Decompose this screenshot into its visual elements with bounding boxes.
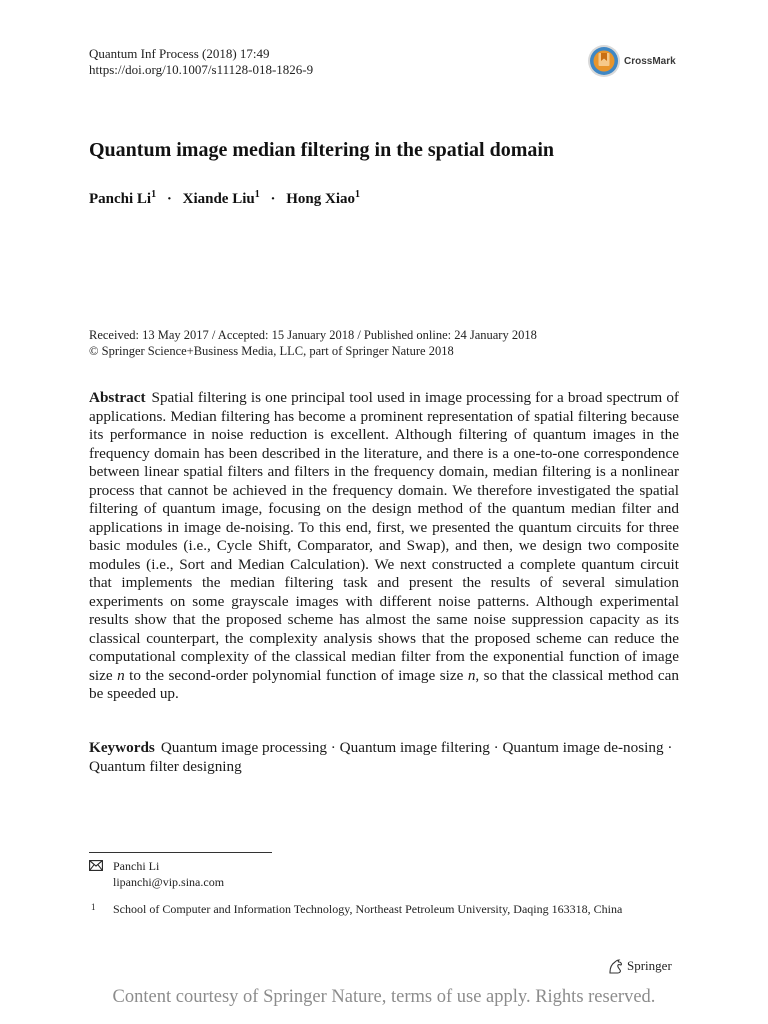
keywords-label: Keywords <box>89 739 155 756</box>
crossmark-label: CrossMark <box>624 55 676 67</box>
doi-link[interactable]: https://doi.org/10.1007/s11128-018-1826-9 <box>89 62 314 77</box>
affiliation-text: School of Computer and Information Technology, Northeast Petroleum University, Daqing 163318, China <box>113 902 623 916</box>
springer-horse-icon <box>608 959 627 974</box>
corresponding-author-email[interactable]: lipanchi@vip.sina.com <box>113 875 225 889</box>
paper-title: Quantum image median filtering in the spatial domain <box>89 139 555 161</box>
author-name[interactable]: Panchi Li <box>89 191 152 207</box>
abstract-variable: n <box>117 666 125 684</box>
springer-logo <box>608 958 672 974</box>
abstract-text: , so that the classical method can be speeded up. <box>89 666 679 702</box>
abstract <box>89 389 679 704</box>
keywords-text: Quantum image processing · Quantum image filtering · Quantum image de-nosing · Quantum filter designing <box>89 739 673 775</box>
author-name[interactable]: Xiande Liu <box>182 191 255 207</box>
author-affiliation-marker: 1 <box>355 189 361 200</box>
author-separator: · <box>166 191 172 207</box>
keywords <box>89 739 679 776</box>
abstract-text: Spatial filtering is one principal tool used in image processing for a broad spectrum of applications. Median filtering has become a prominent representation of spatial filtering because its performance in noise reduction is excellent. Although filtering of quantum images in the frequency domain has been described in the literature, and there is a one-to-one correspondence between linear spatial filters and filters in the frequency domain, median filtering is a nonlinear process that cannot be achieved in the frequency domain. We therefore investigated the spatial filtering of quantum image, focusing on the design method of the quantum median filter and applications in image de-noising. To this end, first, we presented the quantum circuits for three basic modules (i.e., Cycle Shift, Comparator, and Swap), and then, we design two composite modules (i.e., Sort and Median Calculation). We next constructed a complete quantum circuit that implements the median filtering task and present the results of several simulation experiments on some grayscale images with different noise patterns. Although experimental results show that the proposed scheme has almost the same noise suppression capacity as its classical counterpart, the complexity analysis shows that the proposed scheme can reduce the computational complexity of the classical median filter from the exponential function of image size <box>89 389 679 684</box>
affiliation-number: 1 <box>91 902 96 912</box>
corresponding-author-name: Panchi Li <box>113 859 160 873</box>
crossmark-badge[interactable] <box>587 43 676 79</box>
author-separator: · <box>270 191 276 207</box>
footnote-divider <box>89 852 272 853</box>
abstract-label: Abstract <box>89 389 146 406</box>
author-list <box>89 184 360 210</box>
crossmark-icon <box>587 44 621 78</box>
journal-reference: Quantum Inf Process (2018) 17:49 <box>89 46 270 61</box>
springer-label: Springer <box>627 958 672 973</box>
abstract-text: to the second-order polynomial function of image size <box>124 666 468 684</box>
publication-history: Received: 13 May 2017 / Accepted: 15 January 2018 / Published online: 24 January 2018 <box>89 328 537 342</box>
envelope-icon <box>89 858 103 876</box>
copyright-notice: © Springer Science+Business Media, LLC, part of Springer Nature 2018 <box>89 344 454 358</box>
author-affiliation-marker: 1 <box>254 189 260 200</box>
abstract-variable: n <box>467 666 476 684</box>
usage-watermark: Content courtesy of Springer Nature, terms of use apply. Rights reserved. <box>112 987 656 1007</box>
author-affiliation-marker: 1 <box>151 189 157 200</box>
author-name[interactable]: Hong Xiao <box>286 191 356 207</box>
